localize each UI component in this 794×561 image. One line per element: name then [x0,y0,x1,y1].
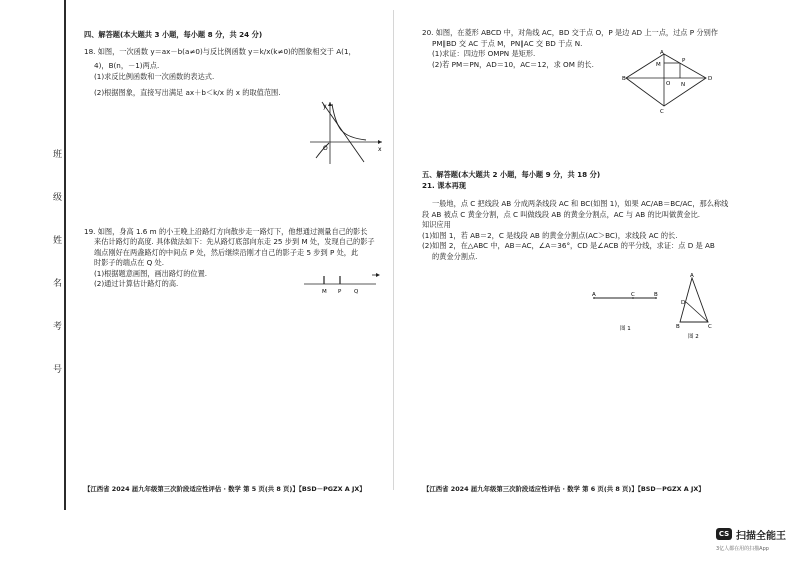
page-footer-right: 【江西省 2024 届九年级第三次阶段适应性评估 · 数学 第 6 页(共 8 页)】【BSD－PGZX A JX】 [423,485,705,493]
question-18-part: (2)根据图象，直接写出满足 ax＋b＜k/x 的 x 的取值范围. [94,88,281,97]
vertex-a-label: A [690,273,694,279]
point-c-label: C [631,292,635,298]
x-axis-label: x [378,146,382,153]
linear-function-line [322,102,364,162]
y-axis-label: y [323,103,327,110]
question-21-line: 一般地，点 C 把线段 AB 分成两条线段 AC 和 BC(如图 1)，如果 AC/AB＝BC/AC，那么称线 [432,199,729,208]
point-b-label: B [654,292,658,298]
street-lamp-figure [302,270,386,300]
point-d-label: D [681,300,686,306]
page-footer-left: 【江西省 2024 届九年级第三次阶段适应性评估 · 数学 第 5 页(共 8 页)】【BSD－PGZX A JX】 [84,485,366,493]
point-o-label: O [666,81,671,87]
binding-char: 班 [53,150,63,160]
point-p-label: P [682,58,686,64]
point-a-label: A [592,292,596,298]
question-21-line: 段 AB 被点 C 黄金分割，点 C 叫做线段 AB 的黄金分割点，AC 与 AB 的比叫做黄金比. [422,209,701,219]
figure-1-caption: 图 1 [620,326,631,332]
figure-2-caption: 图 2 [688,334,699,340]
question-19-line: 来估计路灯的高度. 具体做法如下：先从路灯底部向东走 25 步到 M 处，发现自己的影子 [94,237,375,246]
vertex-c-label: C [660,109,664,114]
question-19-part: (1)根据题意画图，画出路灯的位置. [94,268,208,278]
question-20-line: 20. 如图，在菱形 ABCD 中，对角线 AC，BD 交于点 O，P 是边 AD 上一点，过点 P 分别作 [422,28,718,37]
triangle-figure [670,272,718,342]
vertex-b-label: B [622,76,626,82]
question-18-line: 4)，B(n，－1)两点. [94,61,160,70]
golden-section-line-figure [590,290,662,334]
point-n-label: N [681,82,686,88]
question-21-title: 21. 课本再现 [422,180,466,190]
point-m-label: M [656,62,661,68]
question-19-line: 时影子的端点在 Q 处. [94,258,165,267]
question-21-part: (1)如图 1，若 AB＝2，C 是线段 AB 的黄金分割点(AC＞BC)，求线段 AC 的长. [422,230,678,240]
question-20-line: PM∥BD 交 AC 于点 M，PN∥AC 交 BD 于点 N. [432,38,583,48]
y-axis-arrow [328,102,332,106]
binding-char: 级 [53,193,63,203]
point-m-label: M [322,289,327,295]
scanner-brand: 扫描全能王 [736,531,786,542]
section-heading: 四、解答题(本大题共 3 小题，每小题 8 分，共 24 分) [84,30,263,39]
question-21-part: 的黄金分割点. [432,251,478,261]
point-q-label: Q [354,289,359,295]
rhombus-abcd [626,54,706,106]
point-p-label: P [338,289,342,295]
question-21-heading: 知识应用 [422,220,451,229]
question-19-line: 端点刚好在两盏路灯的中间点 P 处，然后继续沿刚才自己的影子走 5 步到 P 处，此 [94,247,359,257]
rhombus-figure [622,50,714,114]
question-18-line: 18. 如图，一次函数 y＝ax－b(a≠0)与反比例函数 y＝k/x(k≠0)的图象相交于 A(1， [84,46,356,56]
binding-char: 考 [53,322,63,332]
page-divider [393,10,394,490]
x-axis-arrow [378,140,382,144]
scanner-logo-icon: CS [716,528,732,540]
vertex-b-label: B [676,324,680,330]
scanner-tagline: 3亿人都在用的扫描App [716,546,769,552]
vertex-a-label: A [660,50,664,56]
binding-char: 姓 [53,236,63,246]
question-18-part: (1)求反比例函数和一次函数的表达式. [94,71,215,81]
binding-char: 名 [53,279,63,289]
binding-char: 号 [53,365,63,375]
direction-arrow [376,273,380,277]
question-20-part: (2)若 PM＝PN，AD＝10，AC＝12，求 OM 的长. [432,59,594,69]
vertex-d-label: D [708,76,713,82]
question-19-part: (2)通过计算估计路灯的高. [94,279,179,288]
function-graph-figure [308,100,384,166]
binding-line [64,0,66,510]
hyperbola-branch [332,104,366,140]
question-20-part: (1)求证：四边形 OMPN 是矩形. [432,49,536,58]
binding-column [53,150,63,408]
vertex-c-label: C [708,324,712,330]
question-21-part: (2)如图 2，在△ABC 中，AB＝AC，∠A＝36°，CD 是∠ACB 的平分线，求证：点 D 是 AB [422,241,715,250]
origin-label: O [323,145,328,152]
question-19-line: 19. 如图，身高 1.6 m 的小王晚上沿路灯方向散步走一路灯下，他想通过测量自己的影长 [84,226,368,236]
section-heading: 五、解答题(本大题共 2 小题，每小题 9 分，共 18 分) [422,170,601,179]
